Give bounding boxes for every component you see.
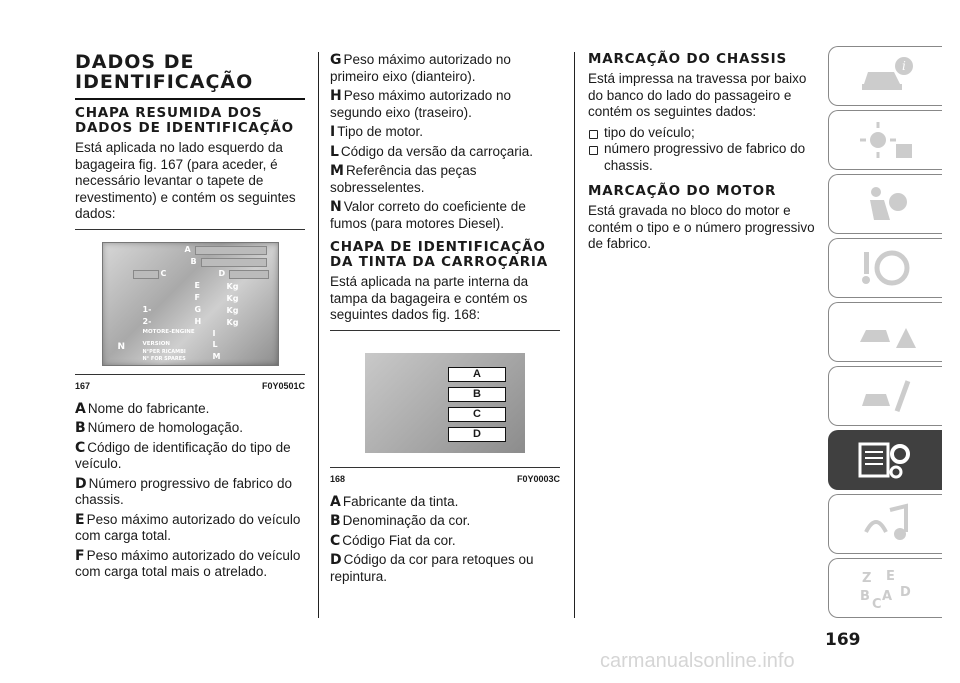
- service-icon: [856, 374, 916, 418]
- svg-text:C: C: [871, 597, 882, 610]
- figure-code: F0Y0003C: [516, 473, 560, 484]
- plate-label-n: N: [117, 341, 126, 352]
- figure-rule: [75, 229, 305, 230]
- column-2: [330, 52, 560, 588]
- plate-label-version: VERSION: [142, 340, 171, 347]
- plate-label-h: H: [194, 316, 202, 326]
- tab-specs[interactable]: [828, 430, 942, 490]
- svg-text:E: E: [885, 569, 895, 584]
- list-item: C Código de identificação do tipo de veículo.: [75, 439, 291, 471]
- plate-label-i: I: [212, 328, 216, 338]
- plate-label-spares: N° FOR SPARES: [142, 355, 186, 362]
- list-item: H Peso máximo autorizado no segundo eixo (traseiro).: [330, 88, 512, 120]
- paint-label-b: B: [448, 387, 506, 402]
- column-divider: [574, 52, 575, 618]
- plate-label-b: B: [190, 256, 197, 266]
- list-item: tipo do veículo;: [588, 125, 818, 142]
- bullet-icon: [589, 146, 598, 155]
- title-rule: [75, 98, 305, 100]
- figure-167: [75, 242, 305, 391]
- list-item: A Nome do fabricante.: [75, 400, 210, 417]
- bullet-icon: [589, 130, 598, 139]
- list-item: B Denominação da cor.: [330, 513, 471, 529]
- list-item: A Fabricante da tinta.: [330, 493, 459, 510]
- item-list: [75, 401, 305, 581]
- column-1: [75, 52, 305, 584]
- car-info-icon: [856, 54, 916, 98]
- plate-label-m: M: [212, 351, 221, 361]
- section-title-chassis: MARCAÇÃO DO CHASSIS: [588, 51, 787, 67]
- list-item: I Tipo de motor.: [330, 124, 424, 140]
- figure-number: 167: [75, 380, 91, 391]
- column-divider: [318, 52, 319, 618]
- paint-plate-image: [365, 353, 525, 453]
- plate-label-kg: Kg: [226, 293, 239, 303]
- chapter-tabs: [828, 46, 960, 622]
- tab-car-info[interactable]: [828, 46, 942, 106]
- tab-steering[interactable]: [828, 238, 942, 298]
- figure-rule: [330, 330, 560, 331]
- list-item: número progressivo de fabrico do chassis.: [588, 141, 818, 174]
- figure-number: 168: [330, 473, 346, 484]
- svg-text:Z: Z: [861, 571, 871, 586]
- figure-168: [330, 353, 560, 484]
- figure-caption: [330, 474, 560, 484]
- lights-icon: [856, 118, 916, 162]
- list-item: C Código Fiat da cor.: [330, 532, 456, 549]
- list-item: M Referência das peças sobresselentes.: [330, 163, 477, 195]
- plate-label-kg: Kg: [226, 317, 239, 327]
- figure-code: F0Y0501C: [261, 380, 305, 391]
- item-list: [330, 52, 560, 232]
- plate-label-2: 2-: [142, 316, 152, 326]
- list-item: B Número de homologação.: [75, 420, 244, 436]
- item-list: [330, 494, 560, 586]
- plate-label-motore: MOTORE-ENGINE: [142, 328, 195, 335]
- list-item: D Código da cor para retoques ou repintura.: [330, 552, 534, 584]
- airbag-icon: [856, 182, 916, 226]
- list-item: E Peso máximo autorizado do veículo com carga total.: [75, 511, 301, 543]
- plate-label-l: L: [212, 339, 218, 349]
- paint-label-c: C: [448, 407, 506, 422]
- caption-rule: [75, 374, 305, 375]
- svg-text:D: D: [899, 585, 911, 600]
- plate-label-kg: Kg: [226, 281, 239, 291]
- figure-caption: [75, 381, 305, 391]
- warning-icon: [856, 310, 916, 354]
- motor-text: Está gravada no bloco do motor e contém o tipo e o número progressivo de fabrico.: [588, 203, 815, 251]
- plate-label-e: E: [194, 280, 200, 290]
- watermark: carmanualsonline.info: [600, 650, 795, 672]
- plate-label-ricambi: N°PER RICAMBI: [142, 348, 186, 355]
- multimedia-icon: [856, 502, 916, 546]
- paint-label-d: D: [448, 427, 506, 442]
- page-number: 169: [825, 630, 861, 650]
- specs-icon: [856, 438, 916, 482]
- intro-text: Está aplicada no lado esquerdo da bagageira fig. 167 (para aceder, é necessário levantar o tapete de revestimento) e contém os seguintes dados:: [75, 140, 296, 221]
- plate-label-d: D: [218, 268, 226, 278]
- list-item: N Valor correto do coeficiente de fumos (para motores Diesel).: [330, 199, 526, 231]
- identification-plate-image: [102, 242, 279, 366]
- section-title-tinta: CHAPA DE IDENTIFICAÇÃO DA TINTA DA CARROÇARIA: [330, 239, 548, 270]
- steering-icon: [856, 246, 916, 290]
- page-title: DADOS DE IDENTIFICAÇÃO: [75, 51, 254, 93]
- intro-text: Está aplicada na parte interna da tampa da bagageira e contém os seguintes dados fig. 168:: [330, 274, 529, 322]
- list-item: L Código da versão da carroçaria.: [330, 143, 534, 160]
- plate-label-a: A: [184, 244, 191, 254]
- tab-lights[interactable]: [828, 110, 942, 170]
- caption-rule: [330, 467, 560, 468]
- column-3: [588, 52, 818, 257]
- svg-text:A: A: [881, 589, 892, 604]
- plate-label-g: G: [194, 304, 202, 314]
- plate-label-f: F: [194, 292, 200, 302]
- section-title-chapa-resumida: CHAPA RESUMIDA DOS DADOS DE IDENTIFICAÇÃO: [75, 105, 294, 136]
- paint-label-a: A: [448, 367, 506, 382]
- tab-service[interactable]: [828, 366, 942, 426]
- plate-label-kg: Kg: [226, 305, 239, 315]
- index-icon: [856, 566, 916, 610]
- list-item: F Peso máximo autorizado do veículo com carga total mais o atrelado.: [75, 547, 301, 579]
- section-title-motor: MARCAÇÃO DO MOTOR: [588, 183, 777, 199]
- tab-warning[interactable]: [828, 302, 942, 362]
- tab-index[interactable]: [828, 558, 942, 618]
- plate-label-c: C: [160, 268, 167, 278]
- list-item: G Peso máximo autorizado no primeiro eixo (dianteiro).: [330, 52, 511, 84]
- chassis-text: Está impressa na travessa por baixo do banco do lado do passageiro e contém os seguintes dados:: [588, 71, 807, 119]
- tab-airbag[interactable]: [828, 174, 942, 234]
- plate-label-1: 1-: [142, 304, 152, 314]
- list-item: D Número progressivo de fabrico do chassis.: [75, 475, 292, 507]
- tab-multimedia[interactable]: [828, 494, 942, 554]
- svg-text:B: B: [859, 589, 870, 604]
- svg-text:i: i: [901, 59, 906, 73]
